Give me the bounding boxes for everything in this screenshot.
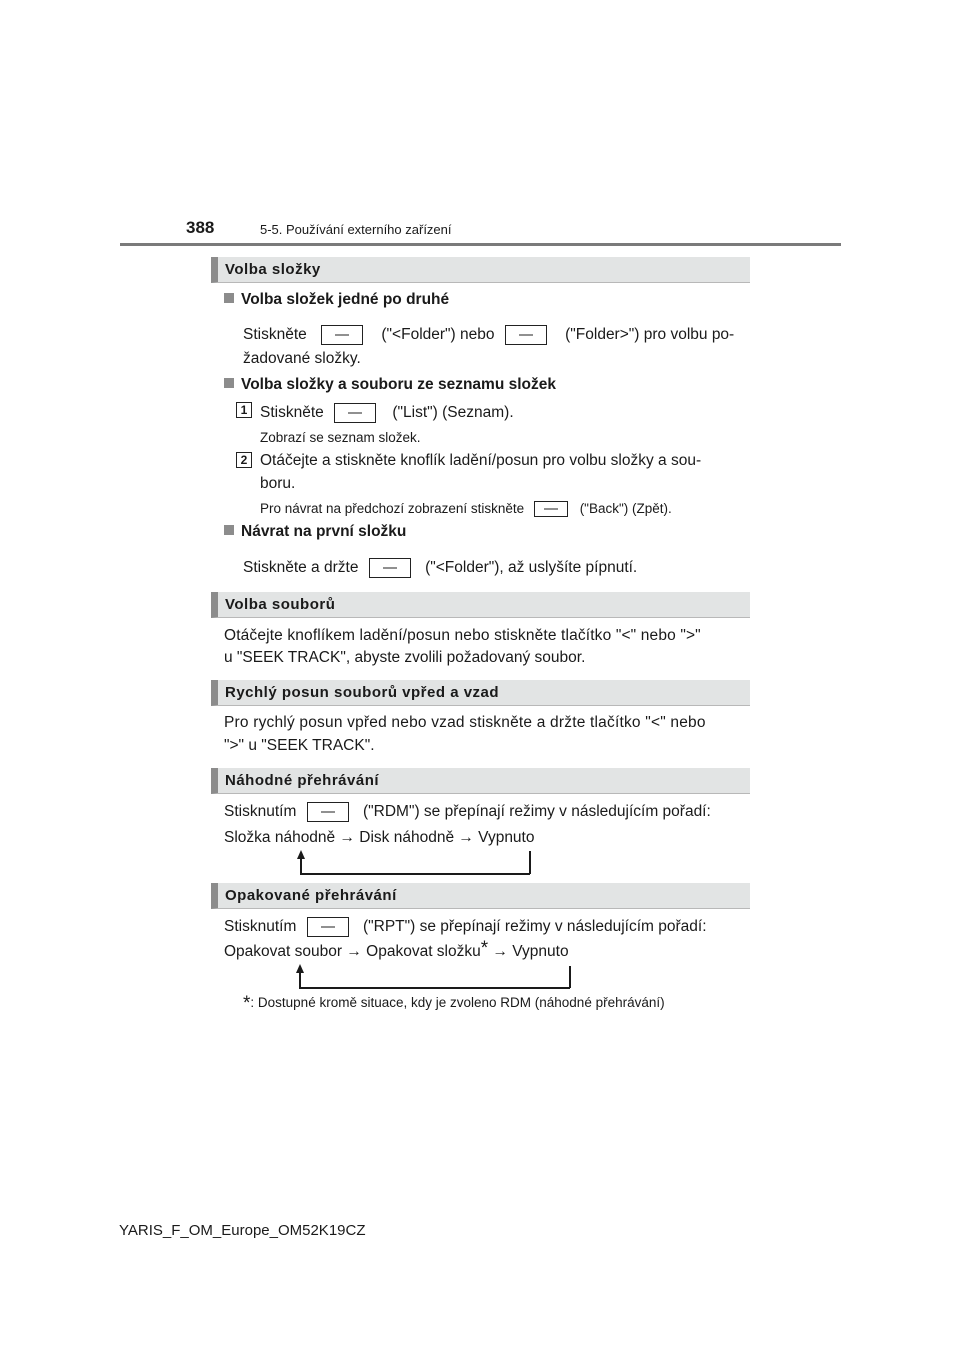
cycle-line-left xyxy=(300,858,302,874)
section-heading-random xyxy=(211,768,750,794)
step-number-2: 2 xyxy=(236,452,252,468)
fast-text-line1: Pro rychlý posun vpřed nebo vzad stiskněte a držte tlačítko "<" nebo xyxy=(224,714,706,731)
rpt-button-icon xyxy=(307,917,349,937)
repeat-cycle: Opakovat soubor → Opakovat složku* → Vypnuto xyxy=(224,938,569,960)
list-button-icon xyxy=(334,403,376,423)
section-title: Volba složky xyxy=(225,261,321,278)
step2-text-cont: boru. xyxy=(260,475,296,492)
step-number-1: 1 xyxy=(236,402,252,418)
step1-text: Stiskněte ("List") (Seznam). xyxy=(260,404,514,422)
square-bullet-icon xyxy=(224,525,234,535)
cycle-line-right xyxy=(569,966,571,988)
folder-prev-button-icon xyxy=(321,325,363,345)
instruction-one-by-one: Stiskněte ("<Folder") nebo ("Folder>") pro volbu po- xyxy=(243,326,735,344)
step2-note: Pro návrat na předchozí zobrazení stiskněte ("Back") (Zpět). xyxy=(260,501,672,516)
section-title: Náhodné přehrávání xyxy=(225,772,380,789)
back-button-icon xyxy=(534,501,568,517)
cycle-line-left xyxy=(299,972,301,988)
footnote: *: Dostupné kromě situace, kdy je zvoleno RDM (náhodné přehrávání) xyxy=(243,993,665,1014)
fast-text-line2: ">" u "SEEK TRACK". xyxy=(224,737,375,754)
files-text-line2: u "SEEK TRACK", abyste zvolili požadovaný soubor. xyxy=(224,649,586,666)
subheading-from-list: Volba složky a souboru ze seznamu složek xyxy=(224,376,556,394)
instruction-first-folder: Stiskněte a držte ("<Folder"), až uslyšíte pípnutí. xyxy=(243,559,638,577)
repeat-text: Stisknutím ("RPT") se přepínají režimy v následujícím pořadí: xyxy=(224,918,707,936)
section-heading-repeat xyxy=(211,883,750,909)
subheading-one-by-one: Volba složek jedné po druhé xyxy=(224,291,449,309)
page-number: 388 xyxy=(186,218,215,237)
square-bullet-icon xyxy=(224,378,234,388)
section-title: Rychlý posun souborů vpřed a vzad xyxy=(225,684,500,701)
arrow-up-icon xyxy=(297,850,305,859)
random-cycle: Složka náhodně → Disk náhodně → Vypnuto xyxy=(224,829,535,846)
document-code: YARIS_F_OM_Europe_OM52K19CZ xyxy=(119,1222,366,1239)
folder-next-button-icon xyxy=(505,325,547,345)
cycle-line-right xyxy=(529,851,531,874)
section-title: Volba souborů xyxy=(225,596,336,613)
chapter-title: 5-5. Používání externího zařízení xyxy=(260,222,452,237)
asterisk-mark: * xyxy=(480,938,489,959)
step1-note: Zobrazí se seznam složek. xyxy=(260,430,421,445)
header-rule xyxy=(120,243,841,246)
section-heading-files xyxy=(211,592,750,618)
footnote-asterisk: * xyxy=(243,993,251,1014)
square-bullet-icon xyxy=(224,293,234,303)
section-heading-fast xyxy=(211,680,750,706)
rdm-button-icon xyxy=(307,802,349,822)
instruction-one-by-one-cont: žadované složky. xyxy=(243,350,361,367)
subheading-first-folder: Návrat na první složku xyxy=(224,523,406,541)
step2-text: Otáčejte a stiskněte knoflík ladění/posun pro volbu složky a sou- xyxy=(260,452,702,469)
section-heading-folder xyxy=(211,257,750,283)
random-text: Stisknutím ("RDM") se přepínají režimy v následujícím pořadí: xyxy=(224,803,711,821)
section-title: Opakované přehrávání xyxy=(225,887,397,904)
arrow-up-icon xyxy=(296,964,304,973)
cycle-line-bottom xyxy=(299,987,570,989)
folder-prev-button-icon xyxy=(369,558,411,578)
files-text-line1: Otáčejte knoflíkem ladění/posun nebo stiskněte tlačítko "<" nebo ">" xyxy=(224,627,701,644)
cycle-line-bottom xyxy=(300,873,530,875)
